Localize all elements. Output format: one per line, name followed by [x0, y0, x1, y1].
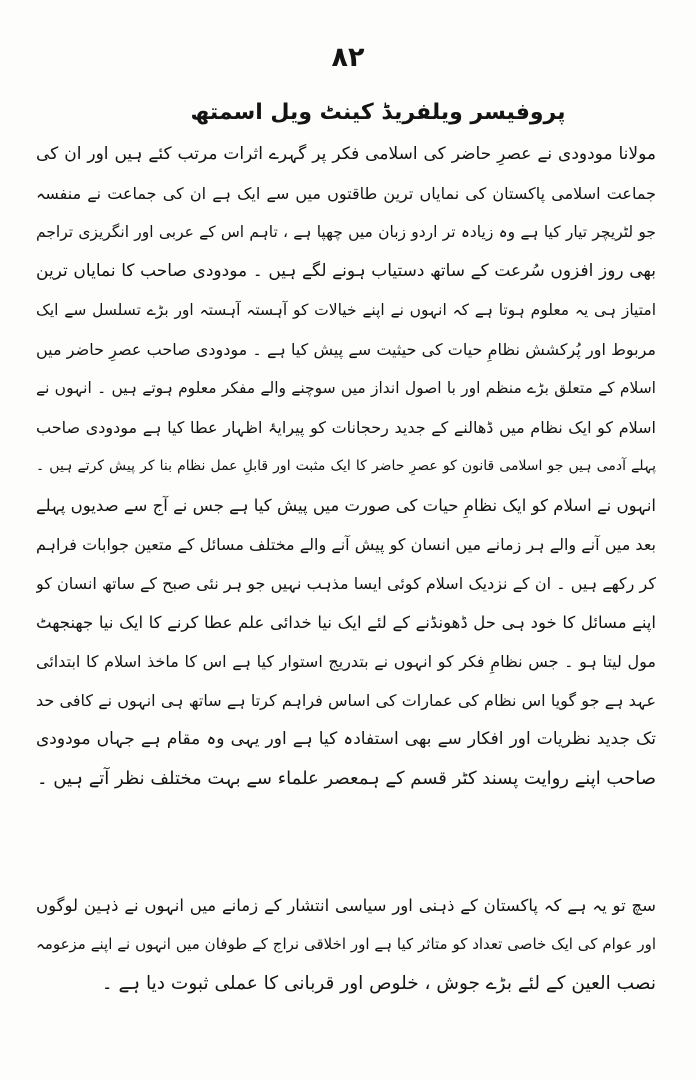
text-line: مربوط اور پُرکشش نظامِ حیات کی حیثیت سے پیش کیا ہے ۔ مودودی صاحب عصرِ حاضر میں: [36, 340, 656, 359]
text-line: صاحب اپنے روایت پسند کٹر قسم کے ہمعصر علماء سے بہت مختلف نظر آتے ہیں ۔: [37, 768, 656, 789]
paragraph-2: [36, 886, 656, 1003]
text-line: جماعت اسلامی پاکستان کی نمایاں ترین طاقتوں میں سے ایک ہے ان کی جماعت نے منفسہ: [36, 184, 656, 203]
text-line: بعد میں آنے والے ہر زمانے میں انسان کو پیش آنے والے مختلف مسائل کے متعین جوابات فراہم: [36, 535, 656, 554]
text-line: تک جدید نظریات اور افکار سے بھی استفادہ کیا ہے اور یہی وہ مقام ہے جہاں مودودی: [36, 729, 656, 749]
text-line: سچ تو یہ ہے کہ پاکستان کے ذہنی اور سیاسی انتشار کے زمانے میں انہوں نے ذہین لوگوں: [36, 896, 656, 915]
text-line: کر رکھے ہیں ۔ ان کے نزدیک اسلام کوئی ایسا مذہب نہیں جو ہر نئی صبح کے ساتھ انسان کو: [36, 574, 656, 593]
text-line: پہلے آدمی ہیں جو اسلامی قانون کو عصرِ حاضر کا ایک مثبت اور قابلِ عمل نظام بنا کر پیش کرتے ہیں ۔: [36, 458, 656, 474]
section-heading: پروفیسر ویلفریڈ کینٹ ویل اسمتھ: [190, 100, 566, 125]
text-line: انہوں نے اسلام کو ایک نظامِ حیات کی صورت میں پیش کیا ہے جس نے آج سے صدیوں پہلے: [36, 496, 656, 515]
text-line: عہد ہے جو گویا اس نظام کی عمارات کی اساس فراہم کرتا ہے ساتھ ہی انہوں نے کافی حد: [36, 691, 656, 710]
text-line: بھی روز افزوں سُرعت کے ساتھ دستیاب ہونے لگے ہیں ۔ مودودی صاحب کا نمایاں ترین: [36, 261, 656, 281]
text-line: اسلام کو ایک نظام میں ڈھالنے کے جدید رحجانات کو پیرایۂ اظہار عطا کیا ہے مودودی صاحب: [36, 418, 656, 437]
text-line: مول لیتا ہو ۔ جس نظامِ فکر کو انہوں نے بتدریج استوار کیا ہے اس کا ماخذ اسلام کا ابتدائی: [36, 652, 656, 671]
text-line: نصب العین کے لئے بڑے جوش ، خلوص اور قربانی کا عملی ثبوت دیا ہے ۔: [101, 973, 656, 994]
paragraph-1: [36, 135, 656, 798]
page-number: ۸۲: [331, 42, 365, 73]
text-line: جو لٹریچر تیار کیا ہے وہ زیادہ تر اردو زبان میں چھپا ہے ، تاہم اس کے عربی اور انگریزی تراجم: [36, 223, 656, 241]
text-line: اپنے مسائل کا خود ہی حل ڈھونڈنے کے لئے ایک نیا خدائی علم عطا کرنے کا ایک نیا جھنجھٹ: [36, 613, 656, 632]
text-line: اسلام کے متعلق بڑے منظم اور با اصول انداز میں سوچنے والے مفکر معلوم ہوتے ہیں ۔ انہوں نے: [36, 379, 656, 397]
text-line: امتیاز ہی یہ معلوم ہوتا ہے کہ انہوں نے اپنے خیالات کو آہستہ آہستہ اور بڑے تسلسل سے ایک: [36, 301, 656, 319]
text-line: مولانا مودودی نے عصرِ حاضر کی اسلامی فکر پر گہرے اثرات مرتب کئے ہیں اور ان کی: [36, 144, 656, 164]
text-line: اور عوام کی ایک خاصی تعداد کو متاثر کیا ہے اور اخلاقی نراج کے طوفان میں انہوں نے اپنے مزعومہ: [36, 935, 656, 953]
